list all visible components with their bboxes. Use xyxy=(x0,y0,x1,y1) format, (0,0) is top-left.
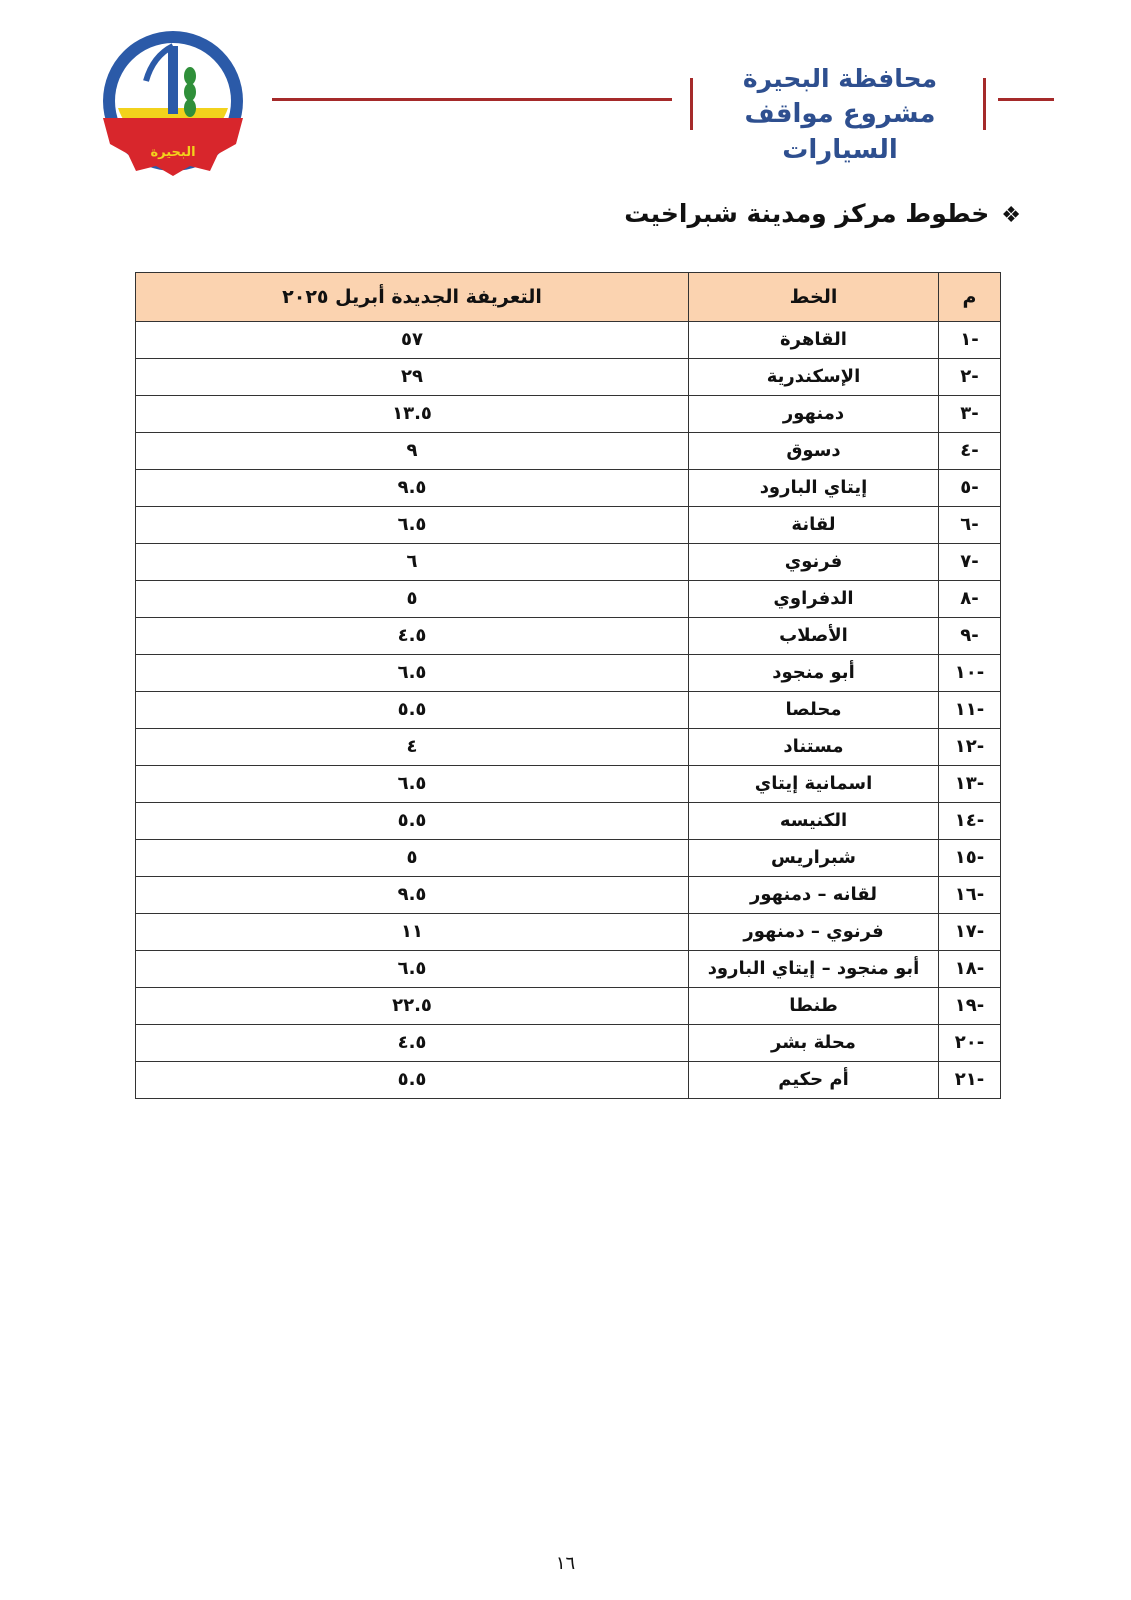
table-row xyxy=(136,507,1001,544)
row-line: أبو منجود – إيتاي البارود xyxy=(689,951,939,988)
row-line: محلصا xyxy=(689,692,939,729)
row-fare: ٦.٥ xyxy=(136,766,689,803)
row-number: -٨ xyxy=(939,581,1001,618)
row-number: -١٦ xyxy=(939,877,1001,914)
row-line: إيتاي البارود xyxy=(689,470,939,507)
row-number: -٢٠ xyxy=(939,1025,1001,1062)
table-row xyxy=(136,470,1001,507)
row-number: -٢١ xyxy=(939,1062,1001,1099)
table-row xyxy=(136,840,1001,877)
table-row xyxy=(136,581,1001,618)
table-row xyxy=(136,655,1001,692)
row-fare: ٥٧ xyxy=(136,322,689,359)
table-row xyxy=(136,914,1001,951)
row-fare: ٥.٥ xyxy=(136,1062,689,1099)
row-line: اسمانية إيتاي xyxy=(689,766,939,803)
row-number: -٩ xyxy=(939,618,1001,655)
table-row xyxy=(136,544,1001,581)
table-row xyxy=(136,692,1001,729)
table-row xyxy=(136,1062,1001,1099)
row-line: القاهرة xyxy=(689,322,939,359)
table-header-row xyxy=(136,273,1001,322)
row-fare: ٩.٥ xyxy=(136,470,689,507)
row-fare: ٢٢.٥ xyxy=(136,988,689,1025)
row-fare: ٤.٥ xyxy=(136,1025,689,1062)
table-row xyxy=(136,618,1001,655)
row-fare: ٥ xyxy=(136,581,689,618)
row-number: -٢ xyxy=(939,359,1001,396)
row-number: -٦ xyxy=(939,507,1001,544)
row-fare: ٤ xyxy=(136,729,689,766)
row-line: طنطا xyxy=(689,988,939,1025)
row-line: دمنهور xyxy=(689,396,939,433)
row-fare: ٩.٥ xyxy=(136,877,689,914)
table-row xyxy=(136,729,1001,766)
table-row xyxy=(136,396,1001,433)
row-number: -١١ xyxy=(939,692,1001,729)
row-fare: ٥ xyxy=(136,840,689,877)
header-divider xyxy=(983,78,986,130)
table-row xyxy=(136,766,1001,803)
header-fare: التعريفة الجديدة أبريل ٢٠٢٥ xyxy=(136,273,689,322)
header-line: الخط xyxy=(689,273,939,322)
row-number: -١٢ xyxy=(939,729,1001,766)
header-rule-left xyxy=(272,98,672,101)
table-row xyxy=(136,951,1001,988)
row-line: دسوق xyxy=(689,433,939,470)
svg-text:البحيرة: البحيرة xyxy=(150,145,196,160)
table-row xyxy=(136,877,1001,914)
row-fare: ٦ xyxy=(136,544,689,581)
row-fare: ٦.٥ xyxy=(136,655,689,692)
row-line: لقانة xyxy=(689,507,939,544)
row-fare: ٩ xyxy=(136,433,689,470)
row-number: -١ xyxy=(939,322,1001,359)
row-line: فرنوي – دمنهور xyxy=(689,914,939,951)
row-number: -٥ xyxy=(939,470,1001,507)
row-line: الأصلاب xyxy=(689,618,939,655)
fares-table xyxy=(135,272,1001,1099)
bullet-icon: ❖ xyxy=(1001,203,1021,228)
row-fare: ٤.٥ xyxy=(136,618,689,655)
governorate-logo xyxy=(98,26,248,176)
row-line: لقانه – دمنهور xyxy=(689,877,939,914)
table-row xyxy=(136,1025,1001,1062)
header-number: م xyxy=(939,273,1001,322)
row-line: أبو منجود xyxy=(689,655,939,692)
header-divider xyxy=(690,78,693,130)
table-row xyxy=(136,803,1001,840)
row-line: شبراريس xyxy=(689,840,939,877)
page-header xyxy=(0,0,1131,190)
row-line: الدفراوي xyxy=(689,581,939,618)
row-number: -١٨ xyxy=(939,951,1001,988)
row-number: -١٩ xyxy=(939,988,1001,1025)
row-number: -١٣ xyxy=(939,766,1001,803)
section-title-text: خطوط مركز ومدينة شبراخيت xyxy=(624,199,990,228)
page-number: ١٦ xyxy=(555,1553,576,1574)
row-number: -٧ xyxy=(939,544,1001,581)
row-line: أم حكيم xyxy=(689,1062,939,1099)
project-name: مشروع مواقف السيارات xyxy=(744,99,936,165)
row-line: فرنوي xyxy=(689,544,939,581)
row-number: -١٧ xyxy=(939,914,1001,951)
row-fare: ١٣.٥ xyxy=(136,396,689,433)
row-number: -٣ xyxy=(939,396,1001,433)
row-fare: ١١ xyxy=(136,914,689,951)
row-number: -١٠ xyxy=(939,655,1001,692)
row-line: مستناد xyxy=(689,729,939,766)
table-row xyxy=(136,433,1001,470)
section-heading xyxy=(624,194,1021,236)
row-fare: ٦.٥ xyxy=(136,507,689,544)
row-fare: ٥.٥ xyxy=(136,692,689,729)
table-row xyxy=(136,988,1001,1025)
governorate-name: محافظة البحيرة xyxy=(742,64,938,93)
table-row xyxy=(136,359,1001,396)
row-number: -١٥ xyxy=(939,840,1001,877)
row-line: الكنيسه xyxy=(689,803,939,840)
header-rule-right xyxy=(998,98,1054,101)
table-row xyxy=(136,322,1001,359)
row-number: -١٤ xyxy=(939,803,1001,840)
row-fare: ٥.٥ xyxy=(136,803,689,840)
row-fare: ٢٩ xyxy=(136,359,689,396)
row-line: الإسكندرية xyxy=(689,359,939,396)
row-fare: ٦.٥ xyxy=(136,951,689,988)
row-line: محلة بشر xyxy=(689,1025,939,1062)
row-number: -٤ xyxy=(939,433,1001,470)
